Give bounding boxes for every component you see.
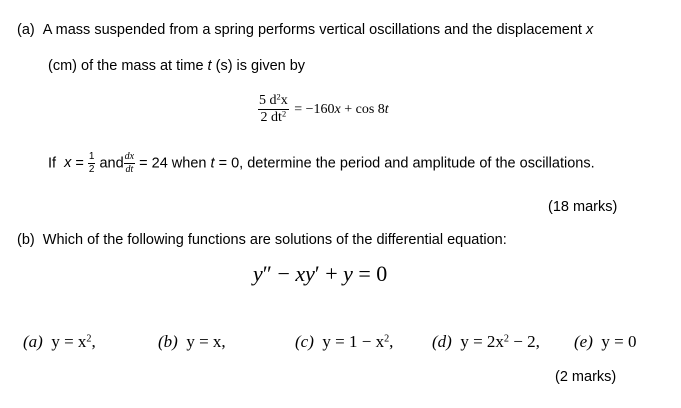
ode-equation — [258, 94, 389, 125]
dxdt-fraction: $\frac{dx}{dt}$ — [124, 151, 135, 175]
marks-a: (18 marks) — [548, 199, 618, 215]
option-a: (a) $y = x^2$, — [23, 332, 96, 351]
line2-post: (s) is given by — [215, 58, 306, 74]
value-text: = 24 when — [139, 155, 207, 172]
condition-rest: = 0, determine the period and amplitude of the oscillations. — [218, 155, 595, 172]
line2-pre: (cm) of the mass at time — [48, 58, 204, 74]
question-a-line2 — [48, 58, 305, 74]
part-b-question: Which of the following functions are solutions of the differential equation: — [42, 232, 507, 248]
ode-rhs: = −160x + cos 8t — [294, 101, 389, 117]
question-a-line1 — [17, 22, 593, 38]
if-text: If — [48, 155, 57, 172]
part-a-label: (a) — [17, 22, 35, 38]
var-x: x — [585, 22, 594, 38]
option-d: (d) $y = 2x^2 - 2$, — [432, 332, 540, 351]
initial-conditions — [48, 152, 595, 175]
var-t: t — [207, 58, 212, 74]
question-b — [17, 232, 507, 248]
part-a-intro-text: A mass suspended from a spring performs vertical oscillations and the displacement — [42, 22, 582, 38]
option-b: (b) y = x, — [158, 332, 226, 351]
cond-x: x — [64, 155, 72, 172]
option-e: (e) y = 0 — [574, 332, 637, 351]
half-fraction: $\frac{1}{2}$ — [88, 151, 95, 175]
marks-b: (2 marks) — [555, 369, 617, 385]
cond-t: t — [210, 155, 215, 172]
cond-equals: = — [75, 155, 84, 172]
option-c: (c) $y = 1 - x^2$, — [295, 332, 394, 351]
coefficient-fraction: $\frac{5 d^2x}{2 dt^2}$ — [259, 92, 288, 125]
part-b-label: (b) — [17, 232, 35, 248]
and-text: and — [99, 155, 124, 172]
differential-equation-b: y″ − xy′ + y = 0 — [253, 261, 388, 286]
